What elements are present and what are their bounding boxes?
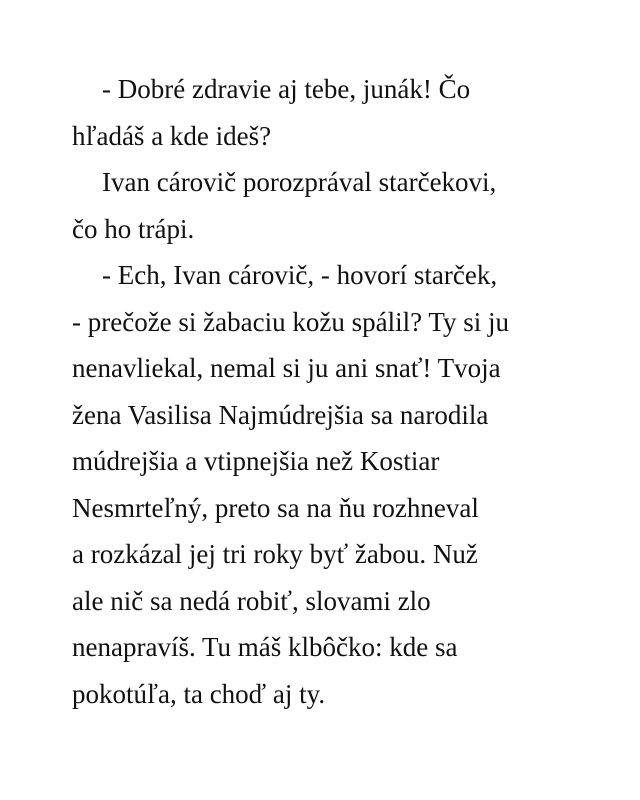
paragraph-line: hľadáš a kde ideš? (72, 120, 272, 151)
paragraph-line: ale nič sa nedá robiť, slovami zlo (72, 585, 431, 616)
paragraph-line: žena Vasilisa Najmúdrejšia sa narodila (72, 399, 489, 430)
paragraph-line: nenavliekal, nemal si ju ani snať! Tvoja (72, 353, 501, 383)
paragraph-line: nenapravíš. Tu máš klbôčko: kde sa (72, 632, 458, 662)
paragraph-line: Nesmrteľný, preto sa na ňu rozhneval (72, 492, 479, 523)
paragraph-line: pokotúľa, ta choď aj ty. (72, 678, 326, 709)
paragraph-line: múdrejšia a vtipnejšia než Kostiar (72, 446, 440, 476)
paragraph-line: čo ho trápi. (72, 213, 195, 244)
paragraph-line: - Ech, Ivan cárovič, - hovorí starček, (102, 260, 498, 290)
paragraph-line: a rozkázal jej tri roky byť žabou. Nuž (72, 539, 478, 569)
paragraph-line: Ivan cárovič porozprával starčekovi, (102, 167, 497, 197)
story-text (72, 66, 572, 717)
paragraph-line: - prečože si žabaciu kožu spálil? Ty si ju (72, 306, 509, 337)
paragraph-line: - Dobré zdravie aj tebe, junák! Čo (102, 74, 471, 104)
